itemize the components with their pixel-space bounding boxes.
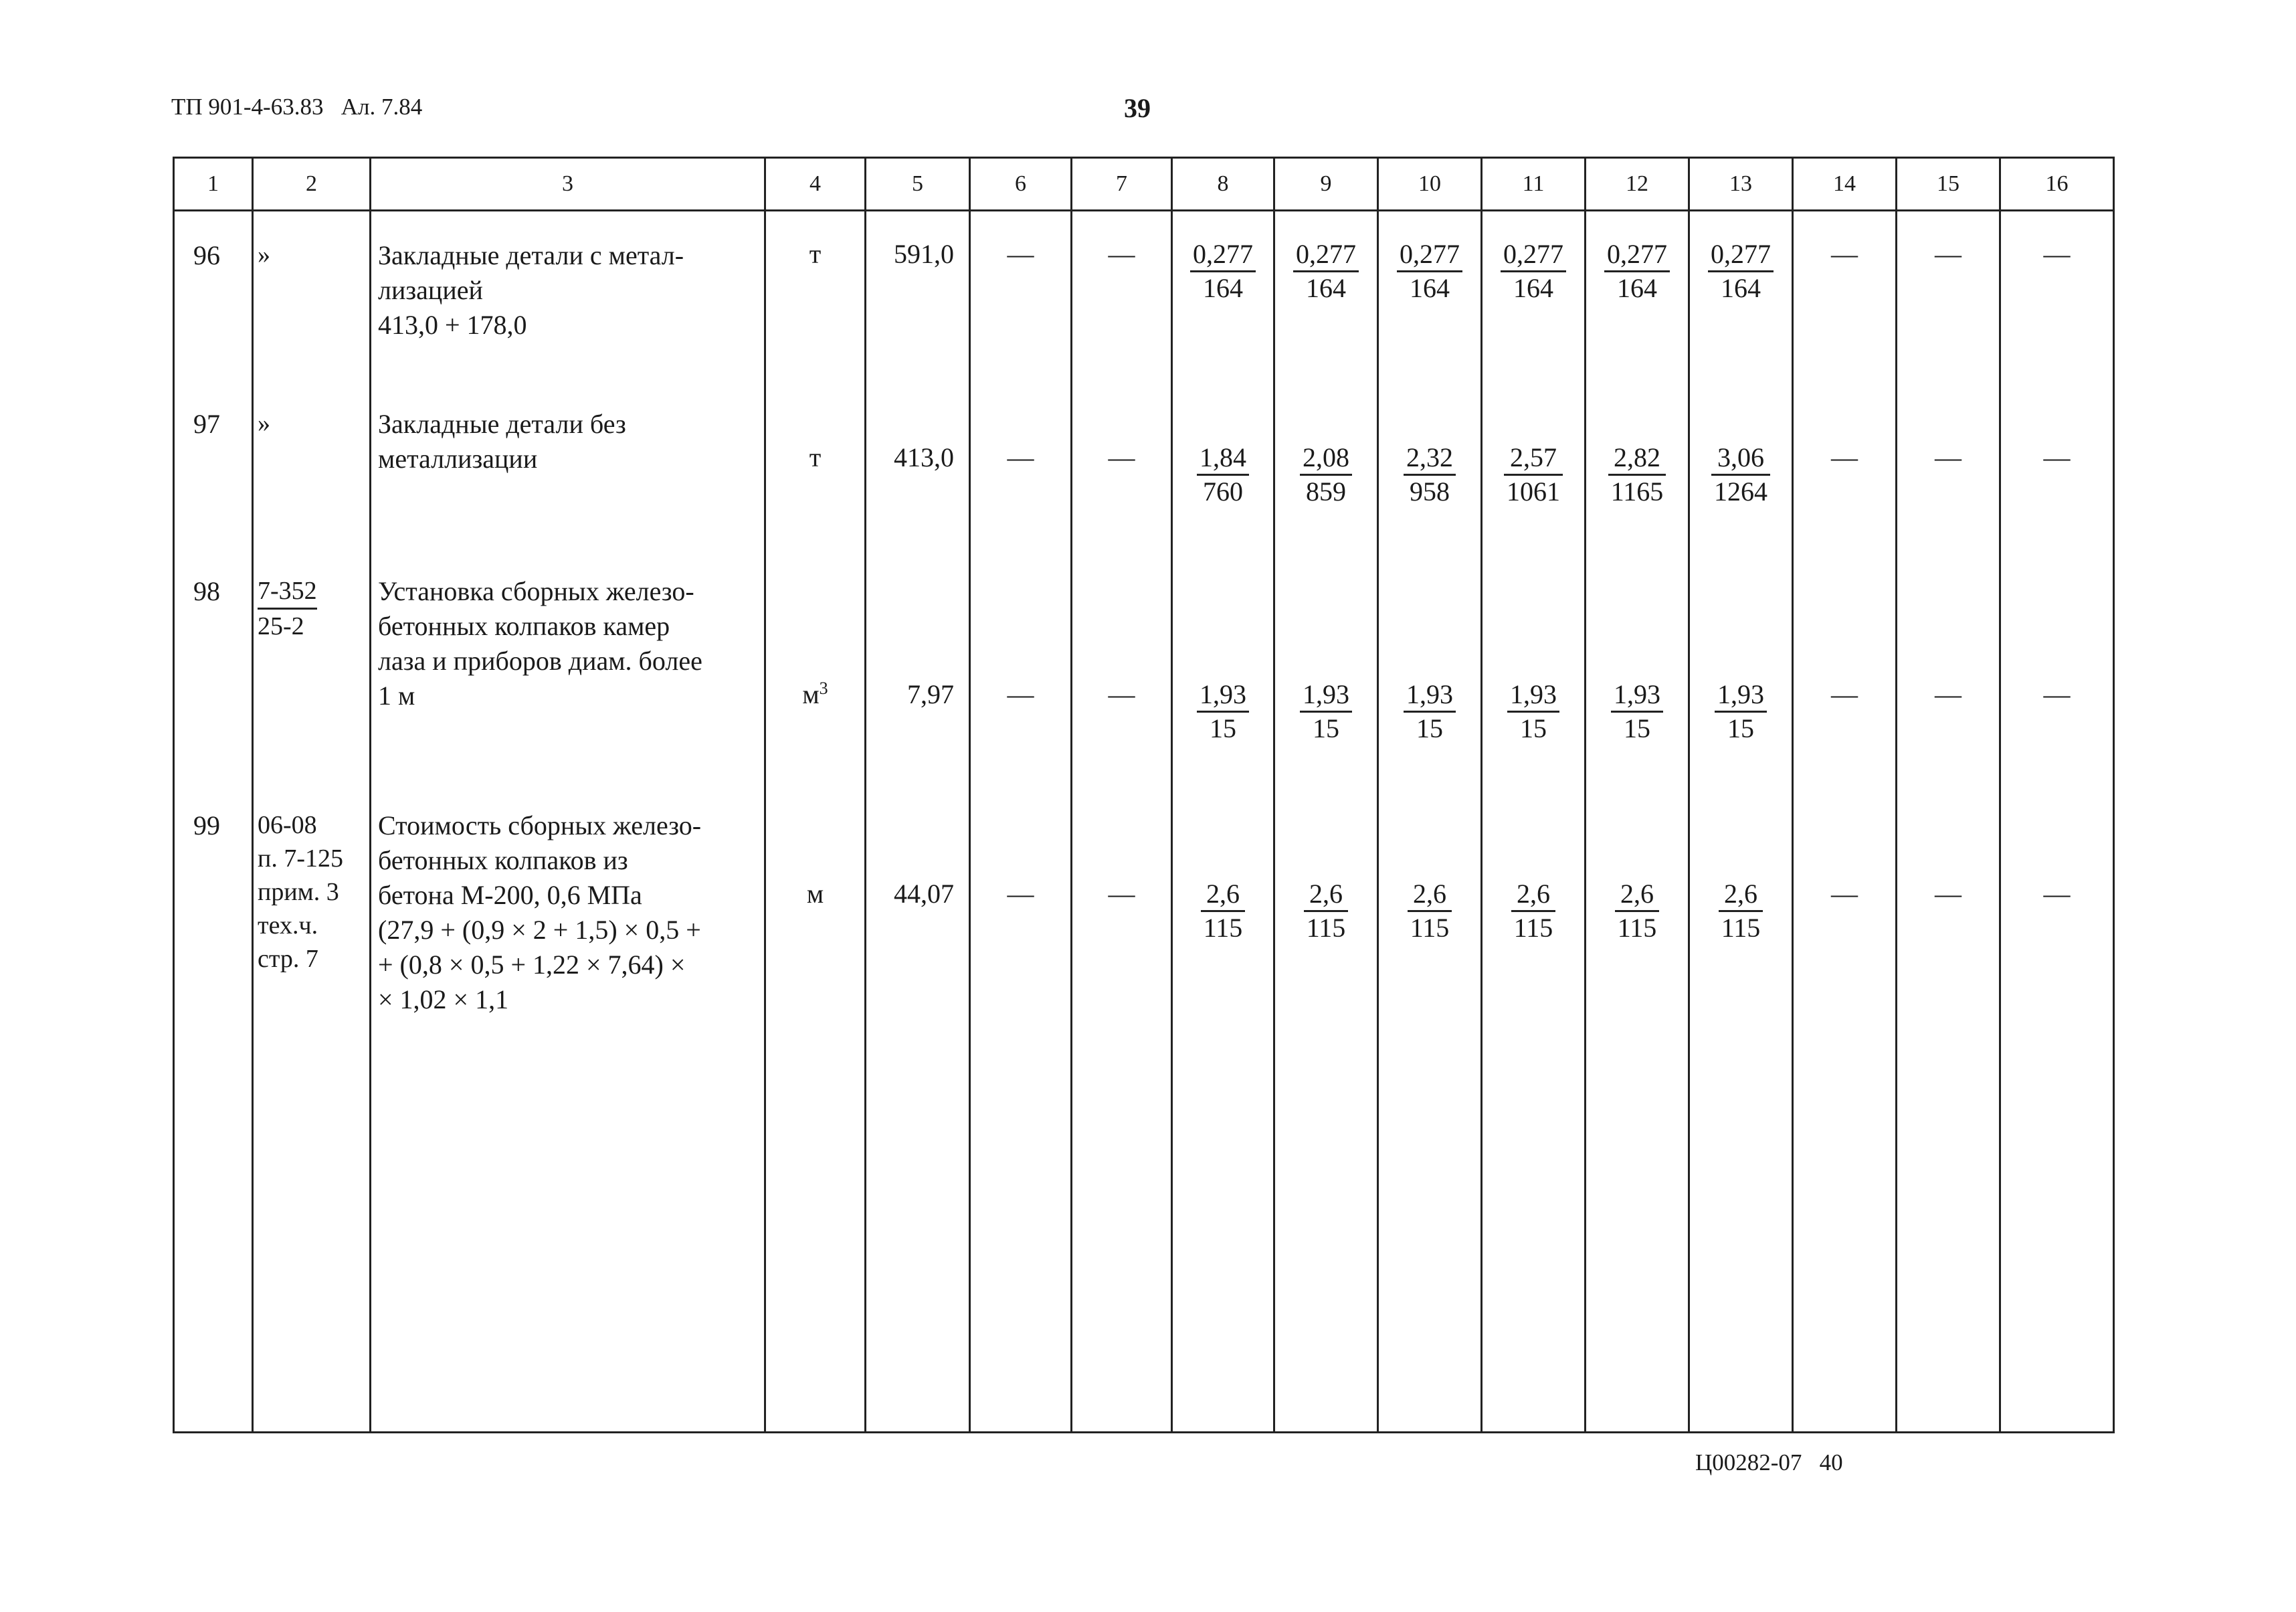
description-line: 413,0 + 178,0 bbox=[378, 310, 527, 340]
fraction bbox=[1190, 238, 1256, 304]
row-description bbox=[371, 559, 764, 713]
fraction bbox=[1501, 238, 1566, 304]
row-unit bbox=[766, 238, 864, 270]
row-fraction bbox=[1482, 679, 1584, 745]
row-reference bbox=[254, 223, 273, 272]
col-7 bbox=[1072, 211, 1172, 1433]
row-fraction bbox=[1275, 442, 1377, 508]
row-dash: — bbox=[1108, 239, 1135, 269]
fraction-denominator: 15 bbox=[1210, 713, 1236, 743]
unit-superscript: 3 bbox=[819, 679, 828, 698]
description-line: Закладные детали без bbox=[378, 409, 626, 439]
row-dash: — bbox=[1108, 879, 1135, 909]
fraction-numerator: 0,277 bbox=[1501, 238, 1566, 272]
row-fraction bbox=[1690, 679, 1792, 745]
row-number: 96 bbox=[193, 240, 220, 270]
col-8 bbox=[1172, 211, 1274, 1433]
fraction-numerator: 2,6 bbox=[1408, 878, 1452, 912]
fraction bbox=[1504, 442, 1563, 508]
fraction bbox=[1711, 442, 1770, 508]
reference-line: 7-352 bbox=[258, 574, 317, 610]
row-description bbox=[371, 392, 764, 476]
column-header: 1 bbox=[174, 158, 253, 211]
column-header: 16 bbox=[2000, 158, 2114, 211]
fraction bbox=[1300, 679, 1352, 745]
fraction bbox=[1397, 238, 1462, 304]
description-line: бетона М-200, 0,6 МПа bbox=[378, 880, 642, 910]
fraction-numerator: 2,6 bbox=[1719, 878, 1763, 912]
footer-reference: Ц00282-07 40 bbox=[1695, 1449, 1843, 1475]
row-number: 97 bbox=[193, 409, 220, 439]
fraction-denominator: 1061 bbox=[1507, 476, 1560, 507]
row-number: 99 bbox=[193, 810, 220, 840]
fraction-numerator: 1,84 bbox=[1197, 442, 1249, 476]
fraction bbox=[1304, 878, 1349, 944]
col-15 bbox=[1897, 211, 2000, 1433]
column-header: 14 bbox=[1793, 158, 1897, 211]
col-14 bbox=[1793, 211, 1897, 1433]
description-line: 1 м bbox=[378, 681, 415, 711]
fraction-denominator: 15 bbox=[1727, 713, 1754, 743]
description-line: × 1,02 × 1,1 bbox=[378, 984, 509, 1014]
column-header: 4 bbox=[765, 158, 866, 211]
fraction bbox=[1608, 442, 1666, 508]
fraction-numerator: 1,93 bbox=[1404, 679, 1456, 713]
fraction bbox=[1404, 679, 1456, 745]
fraction-denominator: 859 bbox=[1306, 476, 1346, 507]
fraction-numerator: 2,6 bbox=[1201, 878, 1246, 912]
fraction bbox=[1197, 442, 1249, 508]
row-reference bbox=[254, 794, 346, 976]
reference-line: 06-08 bbox=[258, 811, 317, 839]
col-description bbox=[371, 211, 765, 1433]
fraction-denominator: 115 bbox=[1513, 913, 1553, 943]
fraction bbox=[1507, 679, 1559, 745]
fraction-numerator: 1,93 bbox=[1507, 679, 1559, 713]
fraction-denominator: 164 bbox=[1203, 273, 1243, 303]
fraction-numerator: 2,32 bbox=[1404, 442, 1456, 476]
table-body bbox=[174, 211, 2114, 1433]
row-fraction bbox=[1482, 878, 1584, 944]
row-dash: — bbox=[2043, 679, 2071, 709]
col-reference bbox=[253, 211, 371, 1433]
row-dash: — bbox=[1831, 879, 1858, 909]
fraction bbox=[1511, 878, 1556, 944]
fraction-numerator: 2,08 bbox=[1300, 442, 1352, 476]
row-unit bbox=[766, 679, 864, 710]
fraction bbox=[1197, 679, 1249, 745]
column-header: 7 bbox=[1072, 158, 1172, 211]
fraction-numerator: 2,57 bbox=[1504, 442, 1563, 476]
reference-line: » bbox=[258, 410, 270, 438]
row-unit bbox=[766, 442, 864, 473]
fraction-denominator: 164 bbox=[1306, 273, 1346, 303]
row-fraction bbox=[1173, 238, 1273, 304]
row-fraction bbox=[1275, 878, 1377, 944]
row-dash: — bbox=[2043, 879, 2071, 909]
fraction bbox=[1615, 878, 1660, 944]
row-fraction bbox=[1379, 679, 1480, 745]
column-header: 5 bbox=[866, 158, 970, 211]
row-quantity: 7,97 bbox=[907, 679, 954, 709]
fraction bbox=[1708, 238, 1774, 304]
col-quantity bbox=[866, 211, 970, 1433]
fraction-denominator: 1165 bbox=[1610, 476, 1664, 507]
description-line: лаза и приборов диам. более bbox=[378, 646, 702, 676]
col-10 bbox=[1378, 211, 1482, 1433]
fraction bbox=[1293, 238, 1359, 304]
row-dash: — bbox=[1935, 879, 1962, 909]
row-unit bbox=[766, 878, 864, 909]
row-fraction bbox=[1379, 878, 1480, 944]
description-line: Закладные детали с метал- bbox=[378, 240, 684, 270]
fraction bbox=[1404, 442, 1456, 508]
col-number bbox=[174, 211, 253, 1433]
fraction-numerator: 1,93 bbox=[1611, 679, 1663, 713]
reference-line: прим. 3 bbox=[258, 878, 339, 906]
document-code: ТП 901-4-63.83 Ал. 7.84 bbox=[171, 94, 423, 120]
column-header: 11 bbox=[1482, 158, 1586, 211]
reference-line: стр. 7 bbox=[258, 945, 318, 973]
description-line: + (0,8 × 0,5 + 1,22 × 7,64) × bbox=[378, 950, 686, 980]
fraction-numerator: 2,6 bbox=[1304, 878, 1349, 912]
row-dash: — bbox=[1007, 239, 1034, 269]
fraction bbox=[1300, 442, 1352, 508]
fraction-denominator: 115 bbox=[1721, 913, 1761, 943]
row-fraction bbox=[1586, 878, 1688, 944]
row-fraction bbox=[1690, 442, 1792, 508]
col-11 bbox=[1482, 211, 1586, 1433]
row-dash: — bbox=[1108, 679, 1135, 709]
row-dash: — bbox=[2043, 239, 2071, 269]
row-quantity: 591,0 bbox=[894, 239, 954, 269]
row-number: 98 bbox=[193, 576, 220, 606]
reference-line: » bbox=[258, 241, 270, 269]
fraction-denominator: 164 bbox=[1410, 273, 1450, 303]
row-dash: — bbox=[1007, 879, 1034, 909]
col-12 bbox=[1586, 211, 1689, 1433]
column-header: 12 bbox=[1586, 158, 1689, 211]
row-fraction bbox=[1379, 238, 1480, 304]
row-fraction bbox=[1482, 442, 1584, 508]
col-9 bbox=[1274, 211, 1378, 1433]
fraction-denominator: 115 bbox=[1306, 913, 1346, 943]
fraction-denominator: 164 bbox=[1617, 273, 1657, 303]
description-line: бетонных колпаков камер bbox=[378, 611, 670, 641]
row-dash: — bbox=[1831, 239, 1858, 269]
fraction-numerator: 1,93 bbox=[1715, 679, 1767, 713]
row-dash: — bbox=[1935, 679, 1962, 709]
fraction-denominator: 958 bbox=[1410, 476, 1450, 507]
fraction-denominator: 15 bbox=[1624, 713, 1650, 743]
row-dash: — bbox=[1831, 679, 1858, 709]
fraction bbox=[1715, 679, 1767, 745]
fraction-numerator: 1,93 bbox=[1197, 679, 1249, 713]
row-dash: — bbox=[1935, 239, 1962, 269]
row-fraction bbox=[1482, 238, 1584, 304]
row-fraction bbox=[1173, 679, 1273, 745]
unit-text: м bbox=[806, 879, 824, 909]
reference-line: тех.ч. bbox=[258, 911, 318, 939]
row-fraction bbox=[1586, 442, 1688, 508]
row-fraction bbox=[1275, 679, 1377, 745]
unit-text: т bbox=[809, 239, 822, 269]
fraction-denominator: 15 bbox=[1313, 713, 1339, 743]
description-line: бетонных колпаков из bbox=[378, 845, 628, 875]
description-line: металлизации bbox=[378, 444, 538, 474]
row-description bbox=[371, 223, 764, 343]
row-fraction bbox=[1275, 238, 1377, 304]
col-unit bbox=[765, 211, 866, 1433]
fraction bbox=[1611, 679, 1663, 745]
column-header: 15 bbox=[1897, 158, 2000, 211]
row-fraction bbox=[1690, 878, 1792, 944]
col-13 bbox=[1689, 211, 1793, 1433]
fraction-numerator: 0,277 bbox=[1190, 238, 1256, 272]
fraction-denominator: 164 bbox=[1513, 273, 1553, 303]
description-line: (27,9 + (0,9 × 2 + 1,5) × 0,5 + bbox=[378, 915, 701, 945]
row-quantity: 44,07 bbox=[894, 879, 954, 909]
fraction-denominator: 115 bbox=[1617, 913, 1657, 943]
fraction bbox=[1408, 878, 1452, 944]
row-dash: — bbox=[1007, 679, 1034, 709]
row-fraction bbox=[1173, 442, 1273, 508]
fraction-denominator: 15 bbox=[1416, 713, 1443, 743]
fraction-denominator: 164 bbox=[1721, 273, 1761, 303]
fraction-numerator: 3,06 bbox=[1711, 442, 1770, 476]
row-description bbox=[371, 794, 764, 1017]
row-fraction bbox=[1586, 679, 1688, 745]
row-dash: — bbox=[1831, 442, 1858, 472]
row-dash: — bbox=[1935, 442, 1962, 472]
column-header: 3 bbox=[371, 158, 765, 211]
col-16 bbox=[2000, 211, 2114, 1433]
fraction-numerator: 0,277 bbox=[1293, 238, 1359, 272]
unit-text: т bbox=[809, 442, 822, 472]
fraction bbox=[1201, 878, 1246, 944]
fraction-numerator: 0,277 bbox=[1708, 238, 1774, 272]
row-reference bbox=[254, 559, 320, 643]
fraction-denominator: 15 bbox=[1520, 713, 1547, 743]
column-header: 2 bbox=[253, 158, 371, 211]
column-number-row bbox=[174, 158, 2114, 211]
page-number: 39 bbox=[1124, 93, 1151, 123]
column-header: 10 bbox=[1378, 158, 1482, 211]
row-fraction bbox=[1379, 442, 1480, 508]
col-6 bbox=[970, 211, 1072, 1433]
row-fraction bbox=[1586, 238, 1688, 304]
row-dash: — bbox=[2043, 442, 2071, 472]
fraction bbox=[1604, 238, 1670, 304]
description-line: Установка сборных железо- bbox=[378, 576, 694, 606]
estimate-table bbox=[173, 157, 2115, 1433]
fraction-denominator: 1264 bbox=[1714, 476, 1767, 507]
fraction-numerator: 1,93 bbox=[1300, 679, 1352, 713]
row-dash: — bbox=[1007, 442, 1034, 472]
row-dash: — bbox=[1108, 442, 1135, 472]
description-line: Стоимость сборных железо- bbox=[378, 810, 702, 840]
column-header: 13 bbox=[1689, 158, 1793, 211]
reference-line: п. 7-125 bbox=[258, 844, 343, 873]
row-quantity: 413,0 bbox=[894, 442, 954, 472]
fraction bbox=[1719, 878, 1763, 944]
fraction-numerator: 2,6 bbox=[1511, 878, 1556, 912]
fraction-numerator: 2,6 bbox=[1615, 878, 1660, 912]
column-header: 6 bbox=[970, 158, 1072, 211]
row-fraction bbox=[1690, 238, 1792, 304]
unit-text: м bbox=[802, 679, 820, 709]
fraction-denominator: 115 bbox=[1203, 913, 1243, 943]
fraction-numerator: 0,277 bbox=[1604, 238, 1670, 272]
fraction-denominator: 115 bbox=[1410, 913, 1450, 943]
column-header: 8 bbox=[1172, 158, 1274, 211]
fraction-numerator: 0,277 bbox=[1397, 238, 1462, 272]
fraction-denominator: 760 bbox=[1203, 476, 1243, 507]
row-reference bbox=[254, 392, 273, 440]
description-line: лизацией bbox=[378, 275, 483, 305]
row-fraction bbox=[1173, 878, 1273, 944]
reference-line: 25-2 bbox=[258, 612, 304, 640]
fraction-numerator: 2,82 bbox=[1608, 442, 1666, 476]
column-header: 9 bbox=[1274, 158, 1378, 211]
